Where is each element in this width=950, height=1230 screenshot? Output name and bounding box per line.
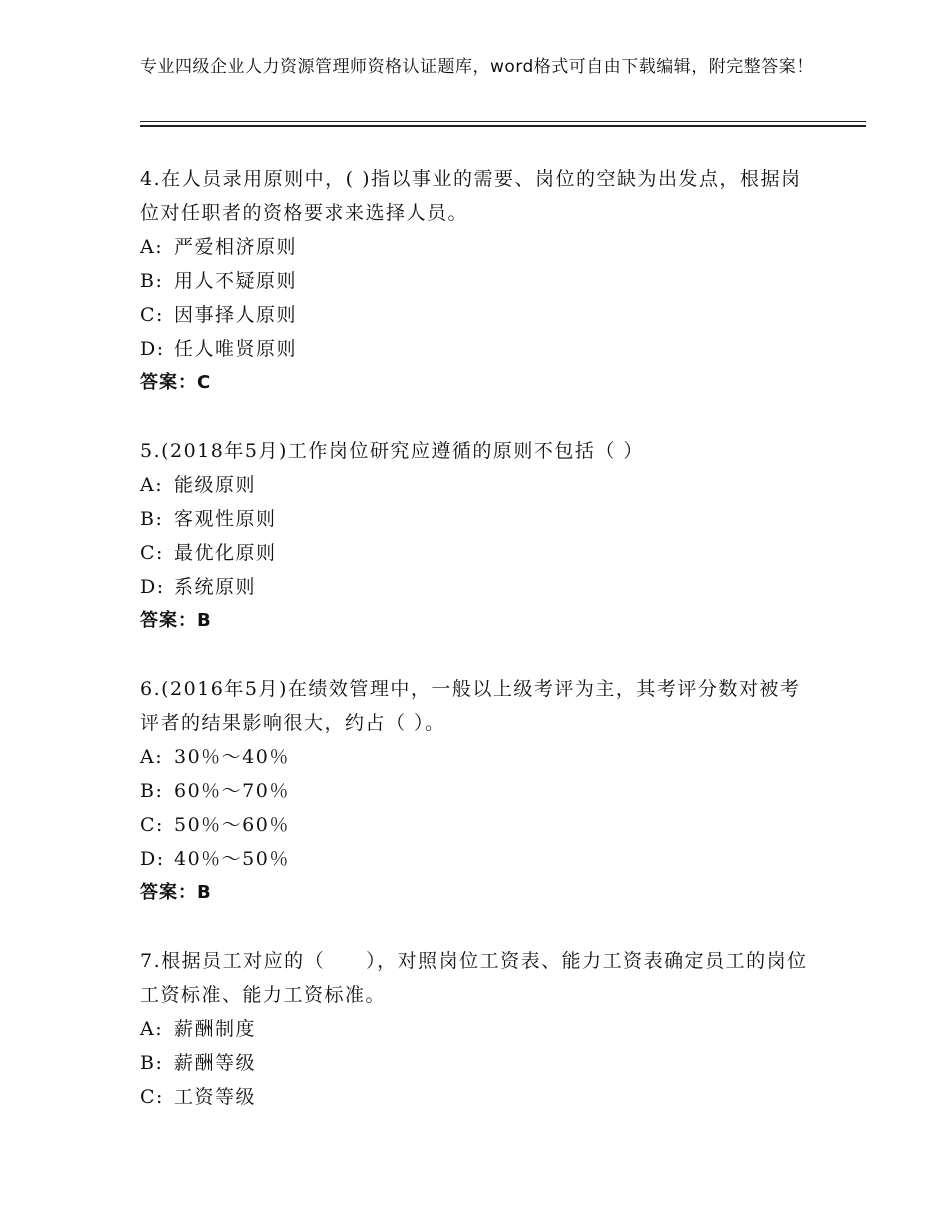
option-label: B: <box>140 780 164 802</box>
question-4 <box>140 162 820 400</box>
option-text: 薪酬制度 <box>174 1018 257 1040</box>
question-7 <box>140 944 820 1114</box>
option-label: D: <box>140 576 165 598</box>
option-text: 薪酬等级 <box>174 1052 257 1074</box>
option-d <box>140 570 820 604</box>
option-d <box>140 332 820 366</box>
question-list <box>140 162 820 1148</box>
option-text: 30％～40％ <box>174 746 290 768</box>
option-text: 40％～50％ <box>174 848 290 870</box>
header-divider-thin <box>140 121 866 122</box>
option-label: B: <box>140 270 164 292</box>
option-a <box>140 468 820 502</box>
option-label: D: <box>140 338 165 360</box>
option-label: A: <box>140 746 164 768</box>
question-stem: 7.根据员工对应的（ ），对照岗位工资表、能力工资表确定员工的岗位工资标准、能力工资标准。 <box>140 950 808 1006</box>
option-label: C: <box>140 304 164 326</box>
option-label: B: <box>140 508 164 530</box>
question-5 <box>140 434 820 638</box>
option-text: 系统原则 <box>174 576 257 598</box>
option-label: B: <box>140 1052 164 1074</box>
option-label: A: <box>140 236 164 258</box>
document-header: 专业四级企业人力资源管理师资格认证题库，word格式可自由下载编辑，附完整答案！ <box>140 57 814 77</box>
option-c <box>140 536 820 570</box>
option-a <box>140 740 820 774</box>
question-stem: 6.(2016年5月)在绩效管理中，一般以上级考评为主，其考评分数对被考评者的结果影响很大，约占（ ）。 <box>140 678 801 734</box>
question-6 <box>140 672 820 910</box>
answer-line: 答案：C <box>140 372 212 393</box>
option-label: C: <box>140 542 164 564</box>
option-c <box>140 808 820 842</box>
question-stem: 4.在人员录用原则中，( )指以事业的需要、岗位的空缺为出发点，根据岗位对任职者的资格要求来选择人员。 <box>140 168 802 224</box>
option-text: 因事择人原则 <box>174 304 298 326</box>
option-label: A: <box>140 474 164 496</box>
option-label: A: <box>140 1018 164 1040</box>
option-text: 客观性原则 <box>174 508 277 530</box>
option-label: C: <box>140 1086 164 1108</box>
answer-line: 答案：B <box>140 882 212 903</box>
option-b <box>140 774 820 808</box>
option-text: 任人唯贤原则 <box>174 338 298 360</box>
option-b <box>140 502 820 536</box>
answer-line: 答案：B <box>140 610 212 631</box>
option-text: 50％～60％ <box>174 814 290 836</box>
header-divider-thick <box>140 125 866 127</box>
option-label: D: <box>140 848 165 870</box>
option-label: C: <box>140 814 164 836</box>
option-text: 严爱相济原则 <box>174 236 298 258</box>
option-text: 工资等级 <box>174 1086 257 1108</box>
option-text: 最优化原则 <box>174 542 277 564</box>
option-text: 60％～70％ <box>174 780 290 802</box>
option-b <box>140 264 820 298</box>
option-a <box>140 1012 820 1046</box>
question-stem: 5.(2018年5月)工作岗位研究应遵循的原则不包括（ ） <box>140 440 644 462</box>
option-text: 能级原则 <box>174 474 257 496</box>
option-a <box>140 230 820 264</box>
option-text: 用人不疑原则 <box>174 270 298 292</box>
option-c <box>140 1080 820 1114</box>
option-d <box>140 842 820 876</box>
option-c <box>140 298 820 332</box>
option-b <box>140 1046 820 1080</box>
